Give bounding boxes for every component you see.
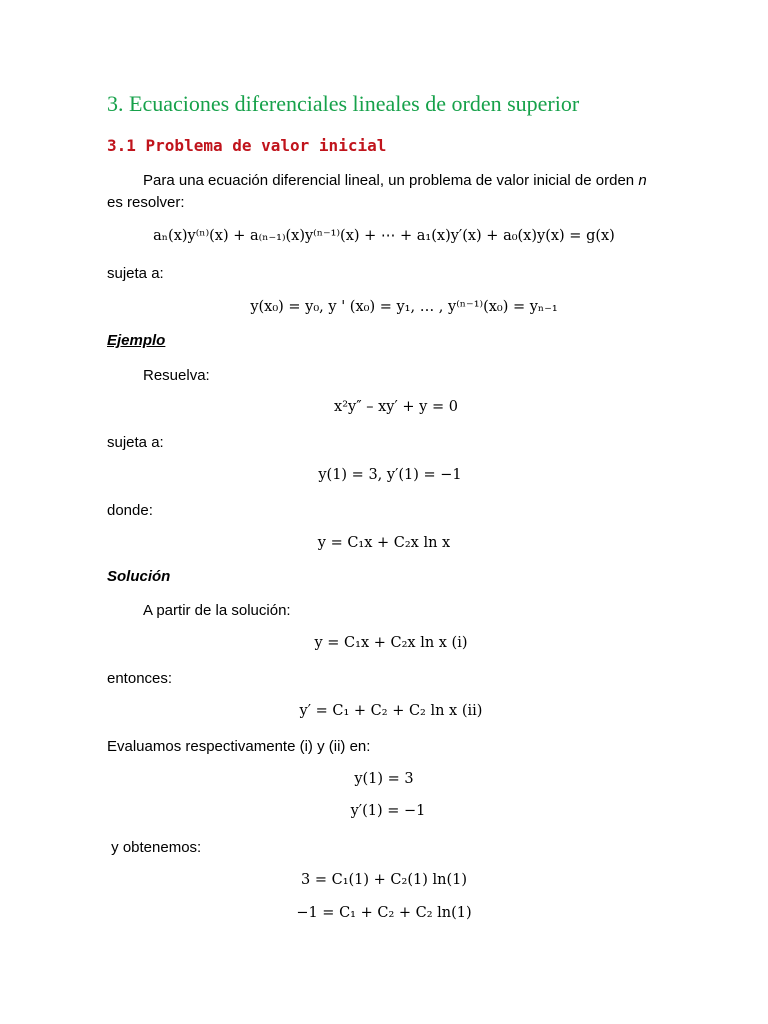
equation-system-1: 3 = C₁(1) + C₂(1) ln(1): [301, 872, 467, 888]
solucion-label: Solución: [107, 568, 171, 585]
intro-order-n: n: [638, 172, 647, 189]
obtenemos-text: y obtenemos:: [107, 839, 202, 856]
intro-line-1: [143, 170, 647, 192]
equation-conditions: y(x₀) = y₀, y ' (x₀) = y₁, … , y⁽ⁿ⁻¹⁾(x₀) = yₙ₋₁: [250, 299, 558, 315]
equation-i: y = C₁x + C₂x ln x (i): [314, 635, 468, 651]
section-title: 3. Ecuaciones diferenciales lineales de orden superior: [107, 91, 580, 116]
subsection-title: 3.1 Problema de valor inicial: [107, 136, 387, 155]
donde-label: donde:: [107, 502, 153, 519]
equation-general: aₙ(x)y⁽ⁿ⁾(x) + a₍ₙ₋₁₎(x)y⁽ⁿ⁻¹⁾(x) + ⋯ + a₁(x)y′(x) + a₀(x)y(x) = g(x): [153, 228, 615, 244]
equation-example: x²y″ – xy′ + y = 0: [334, 399, 458, 415]
sujeta-label-2: sujeta a:: [107, 434, 164, 451]
equation-y1: y(1) = 3: [354, 771, 414, 787]
a-partir-text: A partir de la solución:: [143, 602, 291, 619]
evaluamos-text: Evaluamos respectivamente (i) y (ii) en:: [107, 738, 371, 755]
equation-example-conditions: y(1) = 3, y′(1) = −1: [318, 467, 462, 483]
sujeta-label-1: sujeta a:: [107, 265, 164, 282]
ejemplo-label: Ejemplo: [107, 332, 166, 349]
equation-yprime1: y′(1) = −1: [350, 803, 426, 819]
resuelva-text: Resuelva:: [143, 367, 210, 384]
entonces-label: entonces:: [107, 670, 173, 687]
equation-ii: y′ = C₁ + C₂ + C₂ ln x (ii): [299, 703, 483, 719]
intro-text: Para una ecuación diferencial lineal, un problema de valor inicial de orden: [143, 172, 639, 189]
intro-line-2: es resolver:: [107, 194, 185, 211]
equation-donde: y = C₁x + C₂x ln x: [317, 535, 451, 551]
equation-system-2: −1 = C₁ + C₂ + C₂ ln(1): [296, 905, 472, 921]
